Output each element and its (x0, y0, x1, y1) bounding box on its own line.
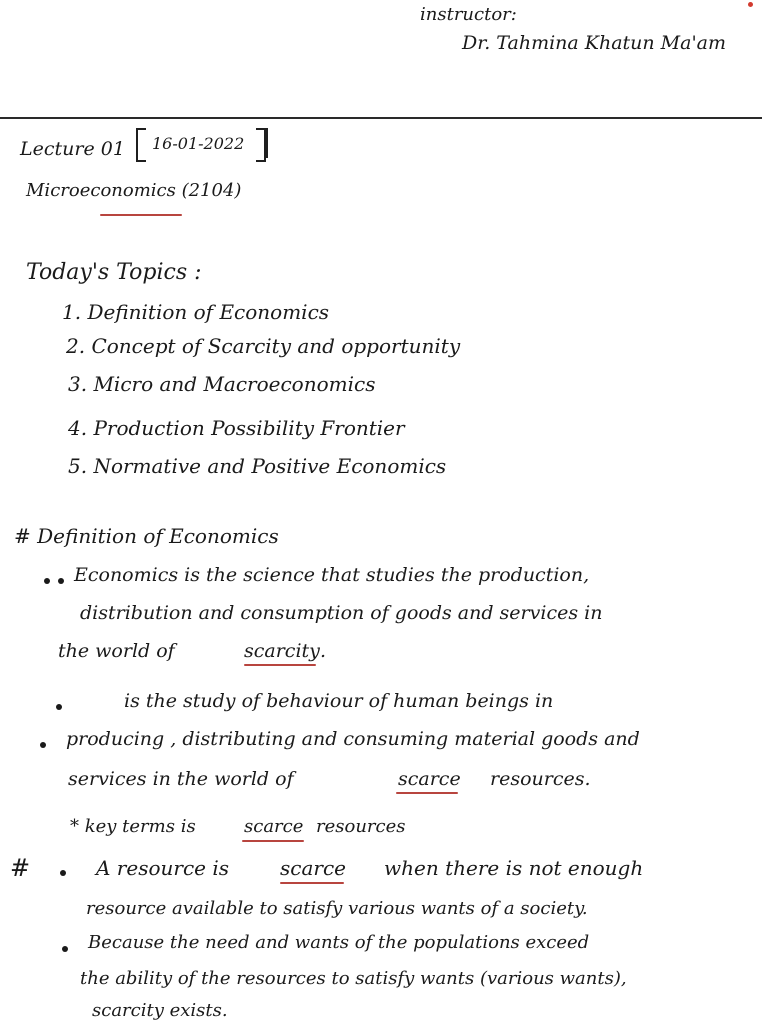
definition-heading: # Definition of Economics (14, 524, 279, 548)
instructor-name: Dr. Tahmina Khatun Ma'am (462, 32, 727, 54)
bullet (60, 870, 66, 876)
bullet (62, 946, 68, 952)
scarcity-underline (244, 664, 316, 666)
definition-line: resources. (490, 768, 591, 790)
key-terms-word: scarce (244, 816, 304, 837)
definition-line: distribution and consumption of goods and services in (80, 602, 603, 624)
course-underline (100, 214, 182, 216)
key-terms-underline (242, 840, 304, 842)
instructor-label: instructor: (420, 4, 517, 25)
scarce-underline (280, 882, 344, 884)
date-bracket-left (136, 128, 146, 162)
scarcity-line: resource available to satisfy various wants of a society. (86, 898, 588, 919)
scarcity-hash: # (10, 854, 31, 882)
scarce-word: scarce (398, 768, 461, 790)
scarcity-line: the ability of the resources to satisfy wants (various wants), (80, 968, 627, 989)
red-ink-mark (748, 2, 753, 7)
bullet (58, 578, 64, 584)
bullet (56, 704, 62, 710)
topic-item: 2. Concept of Scarcity and opportunity (66, 334, 461, 358)
lecture-label: Lecture 01 (20, 138, 125, 160)
topics-heading: Today's Topics : (26, 260, 202, 285)
bullet (40, 742, 46, 748)
topic-item: 4. Production Possibility Frontier (68, 416, 405, 440)
scarcity-line: when there is not enough (384, 856, 644, 880)
scarcity-line: scarcity exists. (92, 1000, 228, 1021)
scarcity-line: Because the need and wants of the populations exceed (88, 932, 590, 953)
bullet (44, 578, 50, 584)
scarce-underline (396, 792, 458, 794)
course-title: Microeconomics (2104) (26, 180, 242, 201)
header-rule (0, 117, 762, 119)
definition-line: is the study of behaviour of human beings in (124, 690, 554, 712)
scarce-word: scarce (280, 856, 346, 880)
scarcity-word: scarcity (244, 640, 320, 662)
scarcity-line: A resource is (96, 856, 229, 880)
lecture-date: 16-01-2022 (152, 134, 245, 153)
definition-line: Economics is the science that studies the production, (74, 564, 590, 586)
topic-item: 3. Micro and Macroeconomics (68, 372, 376, 396)
topic-item: 5. Normative and Positive Economics (68, 454, 447, 478)
definition-line: producing , distributing and consuming material goods and (66, 728, 640, 750)
definition-line: . (320, 640, 327, 662)
definition-line: the world of (58, 640, 175, 662)
key-terms: resources (316, 816, 406, 837)
date-bracket-right (256, 128, 266, 162)
definition-line: services in the world of (68, 768, 294, 790)
key-terms: * key terms is (70, 816, 196, 837)
topic-item: 1. Definition of Economics (62, 300, 330, 324)
